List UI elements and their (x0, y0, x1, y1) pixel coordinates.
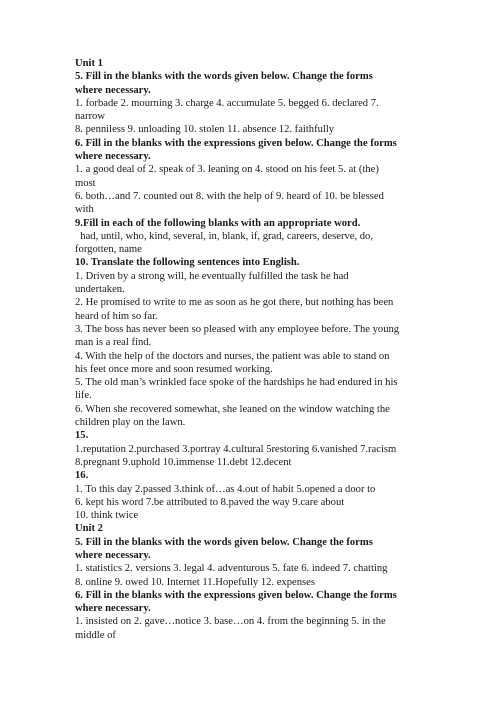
text-line: man is a real find. (75, 337, 152, 349)
heading-line: 10. Translate the following sentences into English. (75, 257, 300, 269)
text-line: his feet once more and soon resumed working. (75, 363, 273, 375)
text-line: 1.reputation 2.purchased 3.portray 4.cultural 5restoring 6.vanished 7.racism (75, 443, 397, 455)
text-line: 6. both…and 7. counted out 8. with the help of 9. heard of 10. be blessed (75, 190, 384, 202)
text-line: 1. To this day 2.passed 3.think of…as 4.out of habit 5.opened a door to (75, 483, 376, 495)
heading-line: 6. Fill in the blanks with the expressions given below. Change the forms (75, 589, 397, 601)
text-line: forgotten, name (75, 244, 142, 256)
heading-line: 9.Fill in each of the following blanks with an appropriate word. (75, 217, 361, 229)
text-line: life. (75, 390, 92, 402)
text-line: heard of him so far. (75, 310, 158, 322)
text-line: middle of (75, 629, 116, 641)
text-line: most (75, 177, 96, 189)
text-line: 1. a good deal of 2. speak of 3. leaning on 4. stood on his feet 5. at (the) (75, 164, 379, 176)
document-body (75, 57, 485, 642)
text-line: 6. kept his word 7.be attributed to 8.paved the way 9.care about (75, 496, 345, 508)
text-line: 10. think twice (75, 510, 139, 522)
text-line: 8. online 9. owed 10. Internet 11.Hopefully 12. expenses (75, 576, 315, 588)
text-line: narrow (75, 111, 106, 123)
text-line: 1. Driven by a strong will, he eventually fulfilled the task he had (75, 270, 349, 282)
text-line: children play on the lawn. (75, 417, 186, 429)
text-line: 8. penniless 9. unloading 10. stolen 11. absence 12. faithfully (75, 124, 335, 136)
heading-line: Unit 1 (75, 58, 103, 69)
heading-line: where necessary. (75, 603, 151, 615)
text-line: 2. He promised to write to me as soon as he got there, but nothing has been (75, 297, 394, 309)
heading-line: where necessary. (75, 549, 151, 561)
text-line: 3. The boss has never been so pleased with any employee before. The young (75, 323, 400, 335)
heading-line: 16. (75, 470, 89, 482)
text-line: had, until, who, kind, several, in, blank, if, grad, careers, deserve, do, (75, 230, 374, 242)
heading-line: 6. Fill in the blanks with the expressions given below. Change the forms (75, 137, 397, 149)
heading-line: 5. Fill in the blanks with the words given below. Change the forms (75, 71, 373, 83)
heading-line: 15. (75, 430, 89, 442)
text-line: with (75, 204, 94, 216)
text-line: 6. When she recovered somewhat, she leaned on the window watching the (75, 403, 390, 415)
text-line: 1. insisted on 2. gave…notice 3. base…on 4. from the beginning 5. in the (75, 616, 386, 628)
text-line: 4. With the help of the doctors and nurses, the patient was able to stand on (75, 350, 390, 362)
heading-line: Unit 2 (75, 523, 103, 535)
text-line: undertaken. (75, 284, 125, 296)
text-line: 1. forbade 2. mourning 3. charge 4. accumulate 5. begged 6. declared 7. (75, 97, 379, 109)
heading-line: 5. Fill in the blanks with the words given below. Change the forms (75, 536, 373, 548)
text-line: 5. The old man’s wrinkled face spoke of the hardships he had endured in his (75, 377, 398, 389)
heading-line: where necessary. (75, 84, 151, 96)
text-line: 8.pregnant 9.uphold 10.immense 11.debt 12.decent (75, 456, 292, 468)
heading-line: where necessary. (75, 151, 151, 163)
text-line: 1. statistics 2. versions 3. legal 4. adventurous 5. fate 6. indeed 7. chatting (75, 563, 388, 575)
